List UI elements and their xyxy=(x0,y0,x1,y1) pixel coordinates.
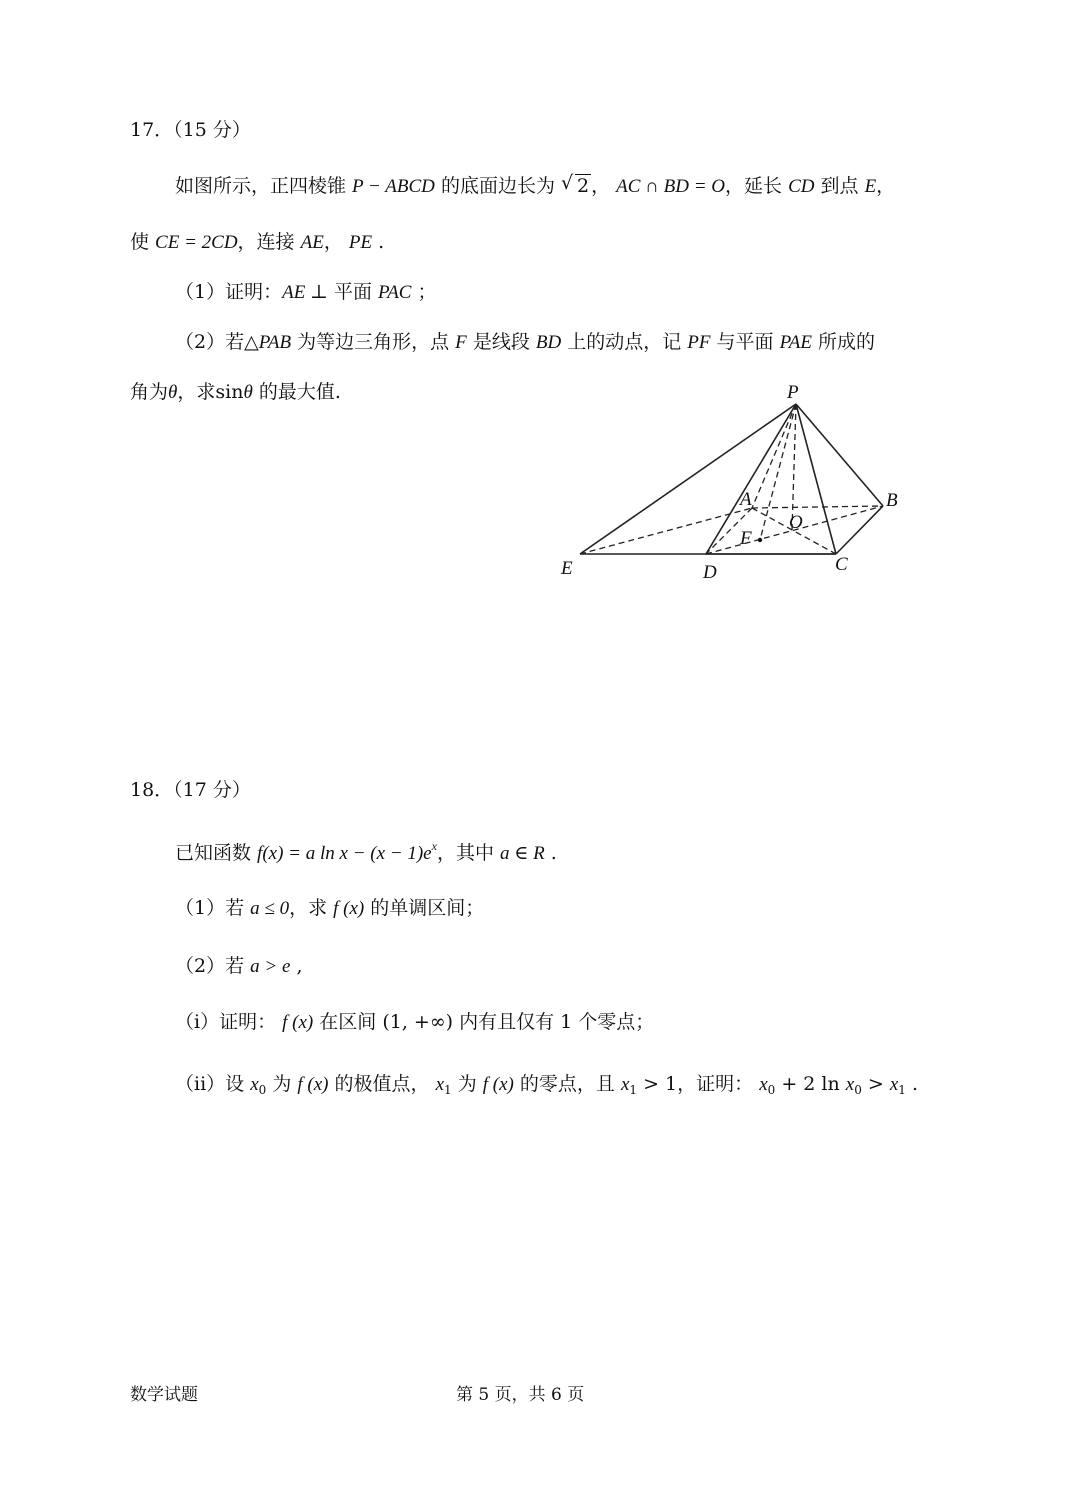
text: 的单调区间； xyxy=(364,897,485,919)
footer-page-number: 第 5 页，共 6 页 xyxy=(456,1385,585,1405)
edge-ab-dashed xyxy=(752,506,883,508)
point-f xyxy=(758,538,762,542)
text: （1）证明： xyxy=(175,281,283,303)
q18-part1 xyxy=(175,896,484,921)
text: . xyxy=(372,231,385,253)
text: ； xyxy=(411,281,437,303)
math-subscript: 0 xyxy=(258,1083,267,1097)
math-plus-ln: + 2 ln xyxy=(775,1073,846,1095)
edge-cb xyxy=(836,506,883,554)
math-ce: CE = 2CD xyxy=(155,232,238,253)
math-exponent: x xyxy=(431,839,437,853)
text: （2）若△ xyxy=(175,331,259,353)
text: 是线段 xyxy=(466,331,536,353)
math-subscript: 0 xyxy=(767,1083,776,1097)
text: ， xyxy=(323,231,349,253)
q18-part2-i xyxy=(175,1010,654,1035)
label-p: P xyxy=(787,382,799,403)
text: 上的动点，记 xyxy=(561,331,688,353)
text: . xyxy=(905,1073,919,1095)
math-fx: f (x) xyxy=(482,1074,514,1095)
text: （i）证明： xyxy=(175,1011,283,1033)
math-f: f xyxy=(257,843,263,864)
text: 内有且仅有 1 个零点； xyxy=(453,1011,655,1033)
math-x: x xyxy=(435,1074,445,1095)
text: ，求 xyxy=(177,381,216,403)
math-fx: f (x) xyxy=(297,1074,329,1095)
math-gt: > xyxy=(861,1073,890,1095)
text: 平面 xyxy=(327,281,379,303)
text: 所成的 xyxy=(811,331,876,353)
text: , xyxy=(290,955,303,977)
text: 如图所示，正四棱锥 xyxy=(175,175,353,197)
math-x: x xyxy=(845,1074,855,1095)
text: （ii）设 xyxy=(175,1073,251,1095)
q17-header: 17．（15 分） xyxy=(130,119,251,141)
math-cd: CD xyxy=(788,176,815,197)
label-b: B xyxy=(886,490,898,511)
text: 到点 xyxy=(814,175,865,197)
math-sin: sin xyxy=(215,381,244,403)
text: 在区间 xyxy=(313,1011,383,1033)
text: （1）若 xyxy=(175,897,251,919)
math-bd: BD xyxy=(535,332,562,353)
sqrt-radicand: 2 xyxy=(577,175,590,197)
text: ，延长 xyxy=(725,175,789,197)
q18-part2 xyxy=(175,954,303,979)
math-ae-perp: AE ⊥ xyxy=(282,282,328,303)
math-x: x xyxy=(620,1074,630,1095)
text: ， xyxy=(876,175,896,197)
math-theta: θ xyxy=(243,382,253,403)
math-x: (x) xyxy=(262,843,284,864)
text: 为 xyxy=(266,1073,298,1095)
math-subscript: 1 xyxy=(898,1083,906,1097)
math-subscript: 1 xyxy=(444,1083,452,1097)
q18-intro xyxy=(175,834,557,866)
math-pae: PAE xyxy=(779,332,812,353)
label-o: O xyxy=(789,512,803,533)
edge-ea-dashed xyxy=(580,508,752,554)
text: 的极值点， xyxy=(328,1073,436,1095)
text: 角为 xyxy=(130,381,169,403)
text: 为 xyxy=(451,1073,483,1095)
math-x: x xyxy=(889,1074,899,1095)
label-a: A xyxy=(740,489,752,510)
math-e: E xyxy=(864,176,877,197)
math-fx: f (x) xyxy=(333,898,365,919)
label-d: D xyxy=(703,562,717,583)
text: （2）若 xyxy=(175,955,251,977)
q18-part2-ii xyxy=(175,1072,918,1102)
math-gt: > 1 xyxy=(637,1073,678,1095)
text: ，证明： xyxy=(677,1073,760,1095)
q18-header: 18．（17 分） xyxy=(130,779,251,801)
text: 的零点，且 xyxy=(513,1073,621,1095)
text: ， xyxy=(591,175,617,197)
text: ，其中 xyxy=(436,842,500,864)
math-intersection: AC ∩ BD = O xyxy=(616,176,726,197)
math-condition: a ≤ 0 xyxy=(250,898,290,919)
math-pab: PAB xyxy=(258,332,292,353)
math-fx: f (x) xyxy=(282,1012,314,1033)
footer-subject: 数学试题 xyxy=(130,1385,198,1405)
text: 与平面 xyxy=(710,331,780,353)
label-e: E xyxy=(561,558,573,579)
sqrt-expression: √ 2 xyxy=(561,172,590,197)
math-f: F xyxy=(455,332,467,353)
text: ，连接 xyxy=(237,231,301,253)
math-theta: θ xyxy=(168,382,178,403)
math-interval: (1, +∞) xyxy=(382,1011,454,1033)
text: 使 xyxy=(130,231,156,253)
math-subscript: 1 xyxy=(629,1083,638,1097)
math-pe: PE xyxy=(348,232,373,253)
math-condition: a > e xyxy=(250,956,291,977)
math-x: x xyxy=(250,1074,259,1095)
math-x: x xyxy=(759,1074,768,1095)
text: 的最大值. xyxy=(252,381,341,403)
text: 为等边三角形，点 xyxy=(291,331,456,353)
math-ae: AE xyxy=(300,232,324,253)
math-a-in-r: a ∈ R xyxy=(500,843,545,864)
math-pyramid: P − ABCD xyxy=(352,176,435,197)
text: . xyxy=(544,842,557,864)
math-pac: PAC xyxy=(378,282,412,303)
math-subscript: 0 xyxy=(854,1083,862,1097)
text: ，求 xyxy=(289,897,334,919)
math-rhs: = a ln x − (x − 1)e xyxy=(283,843,432,864)
label-f: F xyxy=(740,528,752,549)
math-pf: PF xyxy=(687,332,711,353)
label-c: C xyxy=(835,554,848,575)
text: 已知函数 xyxy=(175,842,258,864)
text: 的底面边长为 xyxy=(434,175,561,197)
